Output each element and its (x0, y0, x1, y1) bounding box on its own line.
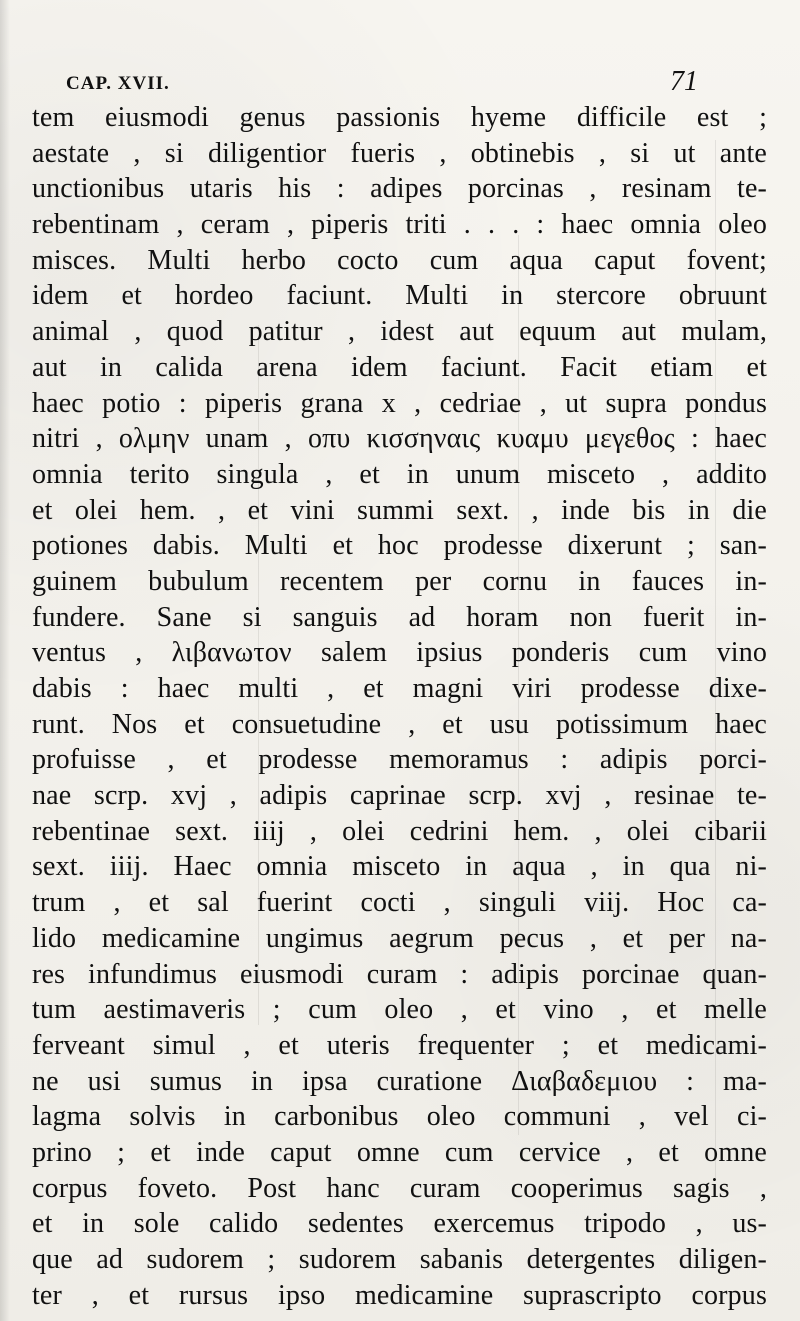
text-line: profuisse , et prodesse memoramus : adipis porci- (32, 744, 767, 776)
body-text (32, 100, 767, 1310)
text-line: ferveant simul , et uteris frequenter ; et medicami- (32, 1029, 767, 1061)
text-line: aut in calida arena idem faciunt. Facit etiam et (32, 351, 767, 383)
text-line: dabis : haec multi , et magni viri prodesse dixe- (32, 673, 767, 704)
text-line: ventus , λιβανωτον salem ipsius ponderis cum vino (32, 637, 767, 669)
text-line: lido medicamine ungimus aegrum pecus , et per na- (32, 922, 767, 954)
text-line: fundere. Sane si sanguis ad horam non fuerit in- (32, 601, 767, 633)
text-line: nitri , ολμην unam , οπυ κισσηναις κυαμυ μεγεθος : haec (32, 423, 767, 455)
text-line: runt. Nos et consuetudine , et usu potissimum haec (32, 708, 767, 740)
text-line: rebentinam , ceram , piperis triti . . . : haec omnia oleo (32, 209, 767, 241)
text-line: prino ; et inde caput omne cum cervice , et omne (32, 1136, 767, 1168)
text-line: animal , quod patitur , idest aut equum aut mulam, (32, 316, 767, 348)
text-line: misces. Multi herbo cocto cum aqua caput fovent; (32, 244, 767, 276)
text-line: corpus foveto. Post hanc curam cooperimus sagis , (32, 1172, 767, 1204)
text-line: potiones dabis. Multi et hoc prodesse dixerunt ; san- (32, 530, 767, 562)
text-line: unctionibus utaris his : adipes porcinas , resinam te- (32, 173, 767, 205)
text-line: haec potio : piperis grana x , cedriae , ut supra pondus (32, 387, 767, 419)
text-line: ter , et rursus ipso medicamine suprascripto corpus (32, 1279, 767, 1311)
text-line: res infundimus eiusmodi curam : adipis porcinae quan- (32, 958, 767, 990)
text-line: et olei hem. , et vini summi sext. , inde bis in die (32, 494, 767, 526)
text-line: tem eiusmodi genus passionis hyeme difficile est ; (32, 102, 767, 133)
text-line: idem et hordeo faciunt. Multi in stercore obruunt (32, 280, 767, 312)
text-line: lagma solvis in carbonibus oleo communi , vel ci- (32, 1101, 767, 1133)
text-line: guinem bubulum recentem per cornu in fauces in- (32, 565, 767, 597)
page-number: 71 (670, 66, 698, 97)
text-line: ne usi sumus in ipsa curatione Διαβαδεμιου : ma- (32, 1065, 767, 1097)
text-line: aestate , si diligentior fueris , obtinebis , si ut ante (32, 137, 767, 169)
text-line: sext. iiij. Haec omnia misceto in aqua , in qua ni- (32, 851, 767, 883)
page-left-shadow (0, 0, 10, 1321)
text-line: trum , et sal fuerint cocti , singuli viij. Hoc ca- (32, 887, 767, 919)
chapter-header: CAP. XVII. (66, 73, 170, 94)
text-line: omnia terito singula , et in unum misceto , addito (32, 458, 767, 490)
text-line: que ad sudorem ; sudorem sabanis detergentes diligen- (32, 1244, 767, 1275)
text-line: tum aestimaveris ; cum oleo , et vino , et melle (32, 994, 767, 1026)
text-line: nae scrp. xvj , adipis caprinae scrp. xvj , resinae te- (32, 780, 767, 812)
text-line: et in sole calido sedentes exercemus tripodo , us- (32, 1208, 767, 1240)
text-line: rebentinae sext. iiij , olei cedrini hem. , olei cibarii (32, 815, 767, 847)
